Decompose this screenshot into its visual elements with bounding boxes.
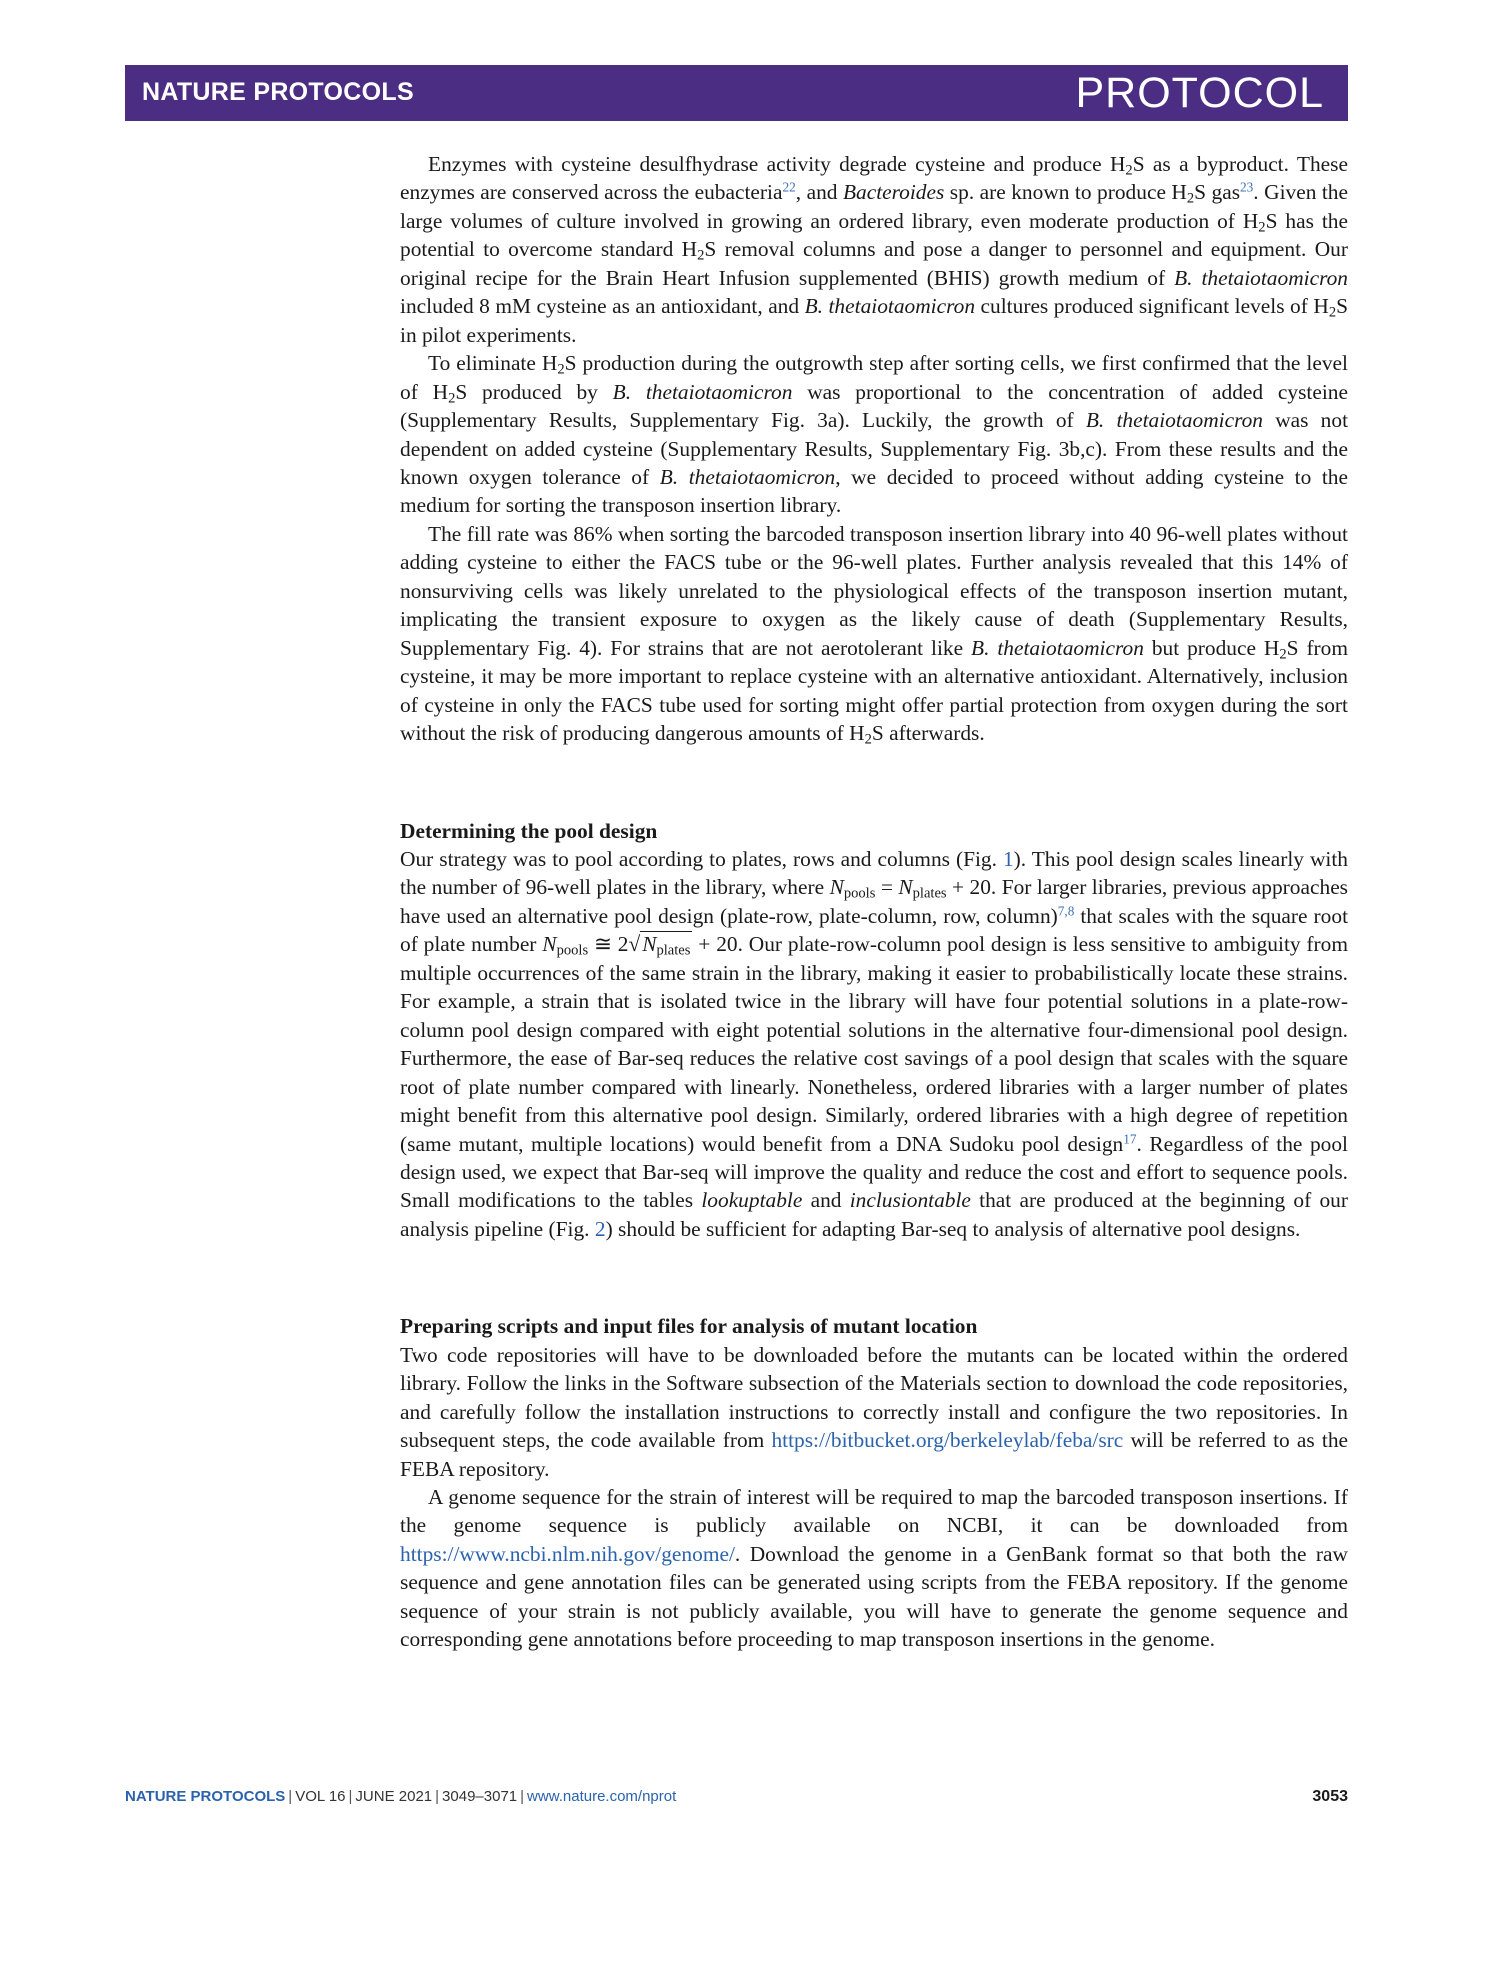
figure-2-link[interactable]: 2 xyxy=(594,1216,606,1241)
article-body xyxy=(400,150,1348,1654)
journal-name: NATURE PROTOCOLS xyxy=(142,78,414,106)
page-number: 3053 xyxy=(1312,1788,1348,1805)
paragraph-pool-design: Our strategy was to pool according to plates, rows and columns (Fig. 1). This pool design scales linearly with the number of 96-well plates in the library, where $N_{pools} = N_{plates} + 20$. For larger libraries, previous approaches have used an alternative pool design (plate-row, plate-column, row, column)$^{7,8}$ that scales with the square root of plate number $N_{pools}$ ≅ $2√N_{plates} + 20$. Our plate-row-column pool design is less sensitive to ambiguity from multiple occurrences of the same strain in the library, making it easier to probabilistically locate these strains. For example, a strain that is isolated twice in the library will have four potential solutions in a plate-row-column pool design compared with eight potential solutions in the alternative four-dimensional pool design. Furthermore, the ease of Bar-seq reduces the relative cost savings of a pool design that scales with the square root of plate number compared with linearly. Nonetheless, ordered libraries with a larger number of plates might benefit from this alternative pool design. Similarly, ordered libraries with a high degree of repetition (same mutant, multiple locations) would benefit from a DNA Sudoku pool design$^{17}$. Regardless of the pool design used, we expect that Bar-seq will improve the quality and reduce the cost and effort to sequence pools. Small modifications to the tables lookuptable and inclusiontable that are produced at the beginning of our analysis pipeline (Fig. 2) should be sufficient for adapting Bar-seq to analysis of alternative pool designs. xyxy=(400,846,1349,1241)
page-footer: NATURE PROTOCOLS | VOL 16 | JUNE 2021 | 3049–3071 | www.nature.com/nprot 3053 xyxy=(125,1788,1348,1805)
figure-1-link[interactable]: 1 xyxy=(1002,846,1014,871)
footer-pages: 3049–3071 xyxy=(442,1788,518,1805)
journal-header-bar xyxy=(125,65,1348,121)
paragraph-code-repositories: Two code repositories will have to be downloaded before the mutants can be located within the ordered library. Follow the links in the Software subsection of the Materials section to download the code repositories, and carefully follow the installation instructions to correctly install and configure the two repositories. In subsequent steps, the code available from https://bitbucket.org/berkeleylab/feba/src will be referred to as the FEBA repository. xyxy=(400,1342,1349,1481)
article-type-label: PROTOCOL xyxy=(1075,69,1324,117)
footer-date: JUNE 2021 xyxy=(355,1788,433,1805)
footer-volume: VOL 16 xyxy=(295,1788,346,1805)
section-heading-pool-design: Determining the pool design xyxy=(400,818,658,843)
reference-7-8[interactable]: 7,8 xyxy=(1057,903,1075,919)
reference-17[interactable]: 17 xyxy=(1123,1131,1137,1147)
footer-journal: NATURE PROTOCOLS xyxy=(125,1788,286,1805)
reference-23[interactable]: 23 xyxy=(1240,180,1254,196)
feba-repository-link[interactable]: https://bitbucket.org/berkeleylab/feba/src xyxy=(771,1428,1124,1453)
paragraph-genome-sequence: A genome sequence for the strain of interest will be required to map the barcoded transposon insertions. If the genome sequence is publicly available on NCBI, it can be downloaded from https://www.ncbi.nlm.nih.gov/genome/. Download the genome in a GenBank format so that both the raw sequence and gene annotation files can be generated using scripts from the FEBA repository. If the genome sequence of your strain is not publicly available, you will have to generate the genome sequence and corresponding gene annotations before proceeding to map transposon insertions in the genome. xyxy=(400,1485,1348,1652)
section-heading-preparing-scripts: Preparing scripts and input files for analysis of mutant location xyxy=(400,1314,978,1339)
ncbi-genome-link[interactable]: https://www.ncbi.nlm.nih.gov/genome/ xyxy=(400,1541,735,1566)
equation-linear: $N_{pools} = N_{plates} + 20$ xyxy=(829,875,991,903)
reference-22[interactable]: 22 xyxy=(782,180,796,196)
paragraph-h2s-enzymes: Enzymes with cysteine desulfhydrase activity degrade cysteine and produce $H_2S$ as a byproduct. These enzymes are conserved across the eubacteria$^{22}$, and Bacteroides sp. are known to produce $H_2S$ gas$^{23}$. Given the large volumes of culture involved in growing an ordered library, even moderate production of $H_2S$ has the potential to overcome standard $H_2S$ removal columns and pose a danger to personnel and equipment. Our original recipe for the Brain Heart Infusion supplemented (BHIS) growth medium of B. thetaiotaomicron included 8 mM cysteine as an antioxidant, and B. thetaiotaomicron cultures produced significant levels of $H_2S$ in pilot experiments. xyxy=(400,152,1349,347)
paragraph-fill-rate: The fill rate was 86% when sorting the barcoded transposon insertion library into 40 96-well plates without adding cysteine to either the FACS tube or the 96-well plates. Further analysis revealed that this 14% of nonsurviving cells was likely unrelated to the physiological effects of the transposon insertion mutant, implicating the transient exposure to oxygen as the likely cause of death (Supplementary Results, Supplementary Fig. 4). For strains that are not aerotolerant like B. thetaiotaomicron but produce $H_2S$ from cysteine, it may be more important to replace cysteine with an alternative antioxidant. Alternatively, inclusion of cysteine in only the FACS tube used for sorting might offer partial protection from oxygen during the sort without the risk of producing dangerous amounts of $H_2S$ afterwards. xyxy=(400,521,1349,748)
paragraph-eliminate-h2s: To eliminate $H_2S$ production during the outgrowth step after sorting cells, we first confirmed that the level of $H_2S$ produced by B. thetaiotaomicron was proportional to the concentration of added cysteine (Supplementary Results, Supplementary Fig. 3a). Luckily, the growth of B. thetaiotaomicron was not dependent on added cysteine (Supplementary Results, Supplementary Fig. 3b,c). From these results and the known oxygen tolerance of B. thetaiotaomicron, we decided to proceed without adding cysteine to the medium for sorting the transposon insertion library. xyxy=(400,351,1349,518)
footer-url-link[interactable]: www.nature.com/nprot xyxy=(527,1788,677,1805)
equation-sqrt: $N_{pools}$ ≅ $2√N_{plates} + 20$ xyxy=(542,932,738,959)
